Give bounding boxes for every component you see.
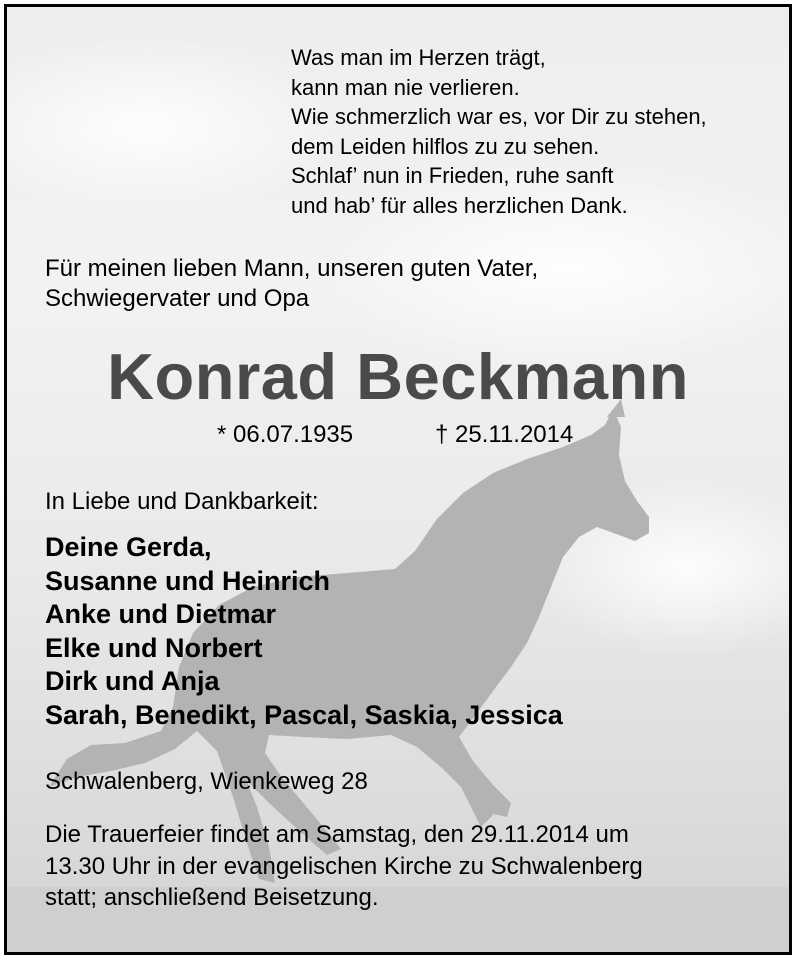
- deceased-name: Konrad Beckmann: [107, 340, 689, 413]
- obituary-notice: [4, 4, 792, 955]
- mourner-name: Anke und Dietmar: [45, 599, 277, 629]
- mourner-name: Susanne und Heinrich: [45, 565, 331, 596]
- verse-line: und hab’ für alles herzlichen Dank.: [291, 192, 628, 218]
- intro-line: Für meinen lieben Mann, unseren guten Vater,: [45, 255, 539, 282]
- intro-text: [45, 254, 538, 314]
- verse-line: kann man nie verlieren.: [291, 74, 520, 100]
- birth-date: * 06.07.1935: [217, 421, 354, 448]
- mourner-name: Dirk und Anja: [45, 666, 220, 696]
- funeral-line: 13.30 Uhr in der evangelischen Kirche zu Schwalenberg: [45, 852, 643, 880]
- verse-line: Schlaf’ nun in Frieden, ruhe sanft: [291, 163, 614, 188]
- mourner-name: Sarah, Benedikt, Pascal, Saskia, Jessica: [45, 699, 563, 730]
- verse-line: dem Leiden hilflos zu zu sehen.: [291, 133, 600, 159]
- funeral-line: Die Trauerfeier findet am Samstag, den 29.11.2014 um: [45, 821, 629, 848]
- mourners-list: [45, 531, 563, 732]
- funeral-line: statt; anschließend Beisetzung.: [45, 884, 379, 911]
- verse-line: Wie schmerzlich war es, vor Dir zu stehen,: [291, 104, 707, 129]
- funeral-info: [45, 819, 745, 914]
- address: Schwalenberg, Wienkeweg 28: [45, 768, 368, 795]
- thanks-line: In Liebe und Dankbarkeit:: [45, 488, 319, 515]
- verse: [291, 43, 707, 220]
- verse-line: Was man im Herzen trägt,: [291, 45, 546, 70]
- death-date: † 25.11.2014: [435, 421, 574, 448]
- mourner-name: Elke und Norbert: [45, 632, 263, 663]
- mourner-name: Deine Gerda,: [45, 532, 212, 562]
- intro-line: Schwiegervater und Opa: [45, 285, 310, 312]
